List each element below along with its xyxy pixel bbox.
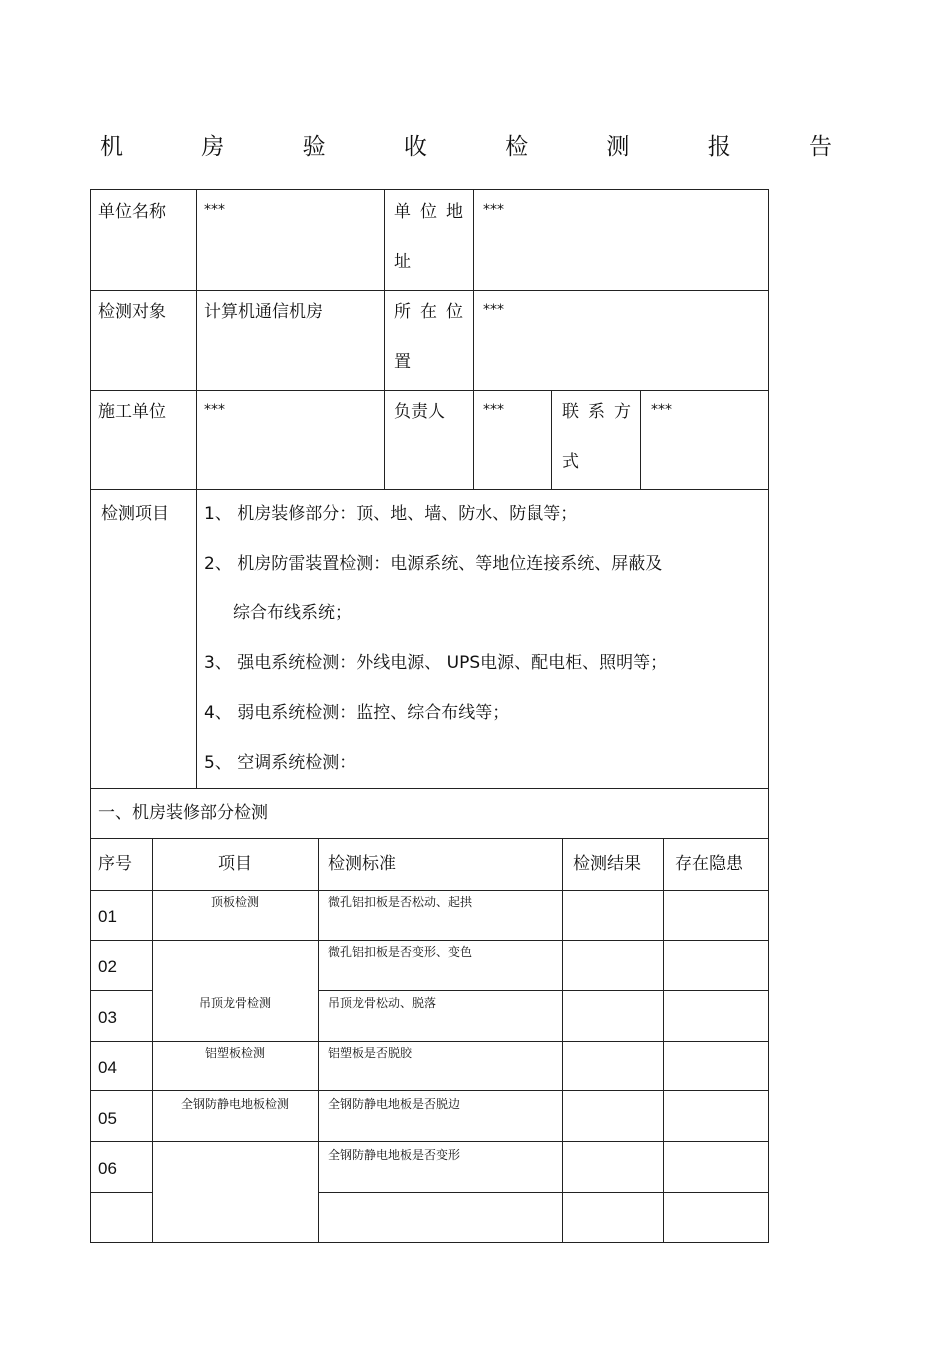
section-title: 一、机房装修部分检测 (98, 803, 268, 823)
table-divider (90, 1041, 769, 1042)
table-divider (90, 890, 769, 891)
title-char: 报 (707, 134, 731, 160)
table-divider (663, 838, 664, 1242)
table-divider (562, 838, 563, 1242)
row-number: 05 (98, 1109, 117, 1128)
owner-label: 负责人 (394, 402, 445, 422)
row-standard: 全钢防静电地板是否变形 (328, 1148, 461, 1162)
contact-value: *** (651, 402, 672, 418)
row-item: 铝塑板检测 (204, 1046, 265, 1060)
table-border (90, 189, 769, 190)
row-standard: 吊顶龙骨松动、脱落 (328, 996, 437, 1010)
items-label: 检测项目 (101, 504, 169, 524)
item-line: 4、 弱电系统检测：监控、综合布线等； (204, 703, 510, 723)
title-char: 房 (201, 134, 225, 160)
table-divider (90, 838, 769, 839)
table-divider (384, 189, 385, 489)
location-label: 所在位 (394, 302, 472, 322)
item-line: 1、 机房装修部分：顶、地、墙、防水、防鼠等； (204, 504, 578, 524)
header-risk: 存在隐患 (675, 854, 743, 874)
table-divider (196, 189, 197, 788)
unit-address-value: *** (483, 202, 504, 218)
header-result: 检测结果 (573, 854, 641, 874)
title-char: 机 (100, 134, 123, 160)
table-divider (90, 489, 769, 490)
table-divider (90, 1090, 769, 1091)
item-line: 3、 强电系统检测：外线电源、 UPS电源、配电柜、照明等； (204, 653, 668, 673)
title-char: 收 (403, 134, 427, 160)
row-standard: 铝塑板是否脱胶 (328, 1046, 413, 1060)
item-line: 综合布线系统； (233, 603, 352, 623)
unit-name-label: 单位名称 (98, 202, 166, 222)
table-divider (640, 390, 641, 489)
row-number: 02 (98, 957, 117, 976)
header-standard: 检测标准 (328, 854, 396, 874)
table-border (90, 1242, 769, 1243)
header-no: 序号 (98, 854, 132, 874)
table-border (90, 189, 91, 1243)
page-title (100, 128, 832, 160)
row-standard: 微孔铝扣板是否变形、变色 (328, 945, 473, 959)
unit-address-label-cont: 址 (394, 252, 411, 272)
table-divider (318, 990, 769, 991)
table-border (768, 189, 769, 1243)
header-item: 项目 (218, 854, 252, 874)
table-divider (90, 290, 769, 291)
title-char: 告 (808, 134, 832, 160)
row-standard: 微孔铝扣板是否松动、起拱 (328, 895, 473, 909)
row-standard: 全钢防静电地板是否脱边 (328, 1097, 461, 1111)
item-line: 5、 空调系统检测： (204, 753, 357, 773)
contact-label: 联系方 (562, 402, 640, 422)
row-number: 01 (98, 907, 117, 926)
unit-name-value: *** (204, 202, 225, 218)
contact-label-cont: 式 (562, 452, 579, 472)
row-item: 顶板检测 (210, 895, 259, 909)
title-char: 检 (505, 134, 529, 160)
title-char: 验 (302, 134, 326, 160)
table-divider (473, 189, 474, 489)
item-line: 2、 机房防雷装置检测：电源系统、等地位连接系统、屏蔽及 (204, 554, 663, 574)
row-number: 03 (98, 1008, 117, 1027)
builder-label: 施工单位 (98, 402, 166, 422)
row-item: 吊顶龙骨检测 (198, 996, 271, 1010)
unit-address-label: 单位地 (394, 202, 472, 222)
location-value: *** (483, 302, 504, 318)
builder-value: *** (204, 402, 225, 418)
table-divider (90, 788, 769, 789)
row-item: 全钢防静电地板检测 (180, 1097, 289, 1111)
table-divider (551, 390, 552, 489)
title-char: 测 (606, 134, 630, 160)
location-label-cont: 置 (394, 352, 411, 372)
table-divider (318, 838, 319, 1242)
row-number: 04 (98, 1058, 117, 1077)
table-divider (90, 1141, 769, 1142)
table-divider (90, 990, 152, 991)
object-value: 计算机通信机房 (204, 302, 323, 322)
table-divider (90, 940, 769, 941)
object-label: 检测对象 (98, 302, 166, 322)
row-number: 06 (98, 1159, 117, 1178)
owner-value: *** (483, 402, 504, 418)
table-divider (90, 390, 769, 391)
